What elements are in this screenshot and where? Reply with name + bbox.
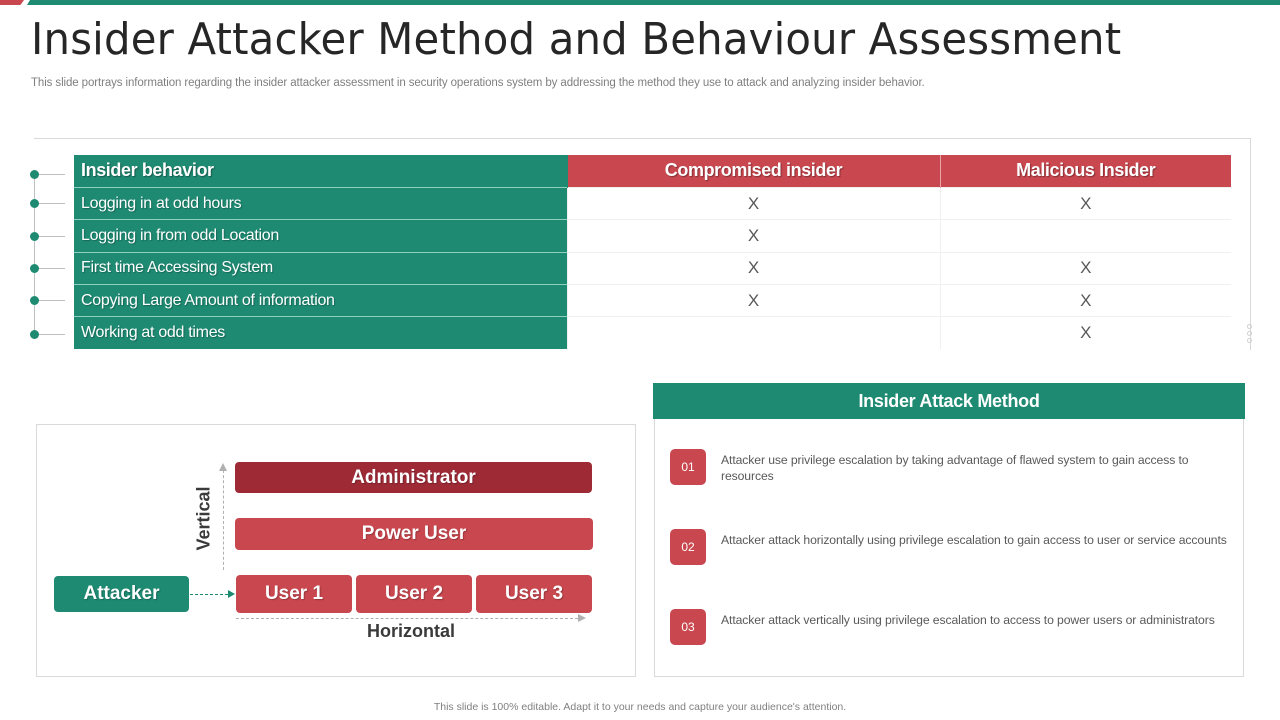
method-text: Attacker attack vertically using privilege escalation to access to power users or administrators	[721, 613, 1215, 627]
user-1-box: User 1	[236, 575, 352, 613]
power-user-box: Power User	[235, 518, 593, 550]
user-2-box: User 2	[356, 575, 472, 613]
behavior-cell: First time Accessing System	[74, 252, 567, 284]
timeline-tick	[39, 174, 65, 175]
behavior-table	[74, 155, 1231, 349]
timeline-dot	[30, 199, 39, 208]
top-accent-bar-teal	[27, 0, 1280, 5]
arrow-right-icon	[228, 590, 235, 598]
header-malicious-insider: Malicious Insider	[940, 155, 1231, 187]
behavior-cell: Logging in from odd Location	[74, 220, 567, 252]
timeline-dot	[30, 330, 39, 339]
method-item	[670, 529, 1230, 565]
number-badge: 01	[670, 449, 706, 485]
behavior-cell: Logging in at odd hours	[74, 187, 567, 219]
compromised-cell: X	[567, 220, 940, 252]
slide-subtitle: This slide portrays information regarding the insider attacker assessment in security operations system by addressing the method they use to attack and analyzing insider behavior.	[31, 77, 925, 89]
malicious-cell: X	[940, 252, 1231, 284]
malicious-cell	[940, 220, 1231, 252]
table-row	[74, 317, 1231, 349]
header-compromised-insider: Compromised insider	[567, 155, 940, 187]
method-item	[670, 609, 1230, 645]
number-badge: 02	[670, 529, 706, 565]
administrator-box: Administrator	[235, 462, 592, 493]
timeline-tick	[39, 268, 65, 269]
malicious-cell: X	[940, 317, 1231, 349]
number-badge: 03	[670, 609, 706, 645]
vertical-arrow-line	[223, 470, 224, 570]
timeline-tick	[39, 236, 65, 237]
compromised-cell	[567, 317, 940, 349]
method-item	[670, 449, 1230, 485]
timeline-dot	[30, 232, 39, 241]
behavior-cell: Copying Large Amount of information	[74, 285, 567, 317]
behavior-cell: Working at odd times	[74, 317, 567, 349]
timeline-line	[34, 174, 35, 334]
malicious-cell: X	[940, 187, 1231, 219]
horizontal-axis-label: Horizontal	[367, 621, 455, 641]
slide-footer: This slide is 100% editable. Adapt it to your needs and capture your audience's attention.	[433, 701, 847, 713]
timeline-tick	[39, 334, 65, 335]
attacker-box: Attacker	[54, 576, 189, 612]
table-row	[74, 187, 1231, 219]
table-header-row	[74, 155, 1231, 187]
compromised-cell: X	[567, 187, 940, 219]
attack-method-title: Insider Attack Method	[653, 383, 1245, 419]
user-3-box: User 3	[476, 575, 592, 613]
decorative-circles	[1247, 324, 1252, 343]
arrow-right-icon	[578, 614, 586, 622]
timeline-dot	[30, 170, 39, 179]
timeline-tick	[39, 300, 65, 301]
top-accent-bar-red	[0, 0, 24, 5]
table-row	[74, 220, 1231, 252]
method-text: Attacker use privilege escalation by taking advantage of flawed system to gain access to resources	[721, 453, 1189, 483]
attacker-arrow-line	[190, 594, 228, 595]
horizontal-arrow-line	[236, 618, 578, 619]
table-row	[74, 252, 1231, 284]
malicious-cell: X	[940, 285, 1231, 317]
timeline-tick	[39, 203, 65, 204]
compromised-cell: X	[567, 285, 940, 317]
timeline-dot	[30, 296, 39, 305]
method-text: Attacker attack horizontally using privilege escalation to gain access to user or service accounts	[721, 533, 1227, 547]
timeline-dot	[30, 264, 39, 273]
compromised-cell: X	[567, 252, 940, 284]
vertical-axis-label: Vertical	[193, 486, 214, 551]
table-row	[74, 285, 1231, 317]
arrow-up-icon	[219, 463, 227, 471]
slide-title: Insider Attacker Method and Behaviour Assessment	[31, 14, 1122, 65]
header-insider-behavior: Insider behavior	[74, 155, 567, 187]
